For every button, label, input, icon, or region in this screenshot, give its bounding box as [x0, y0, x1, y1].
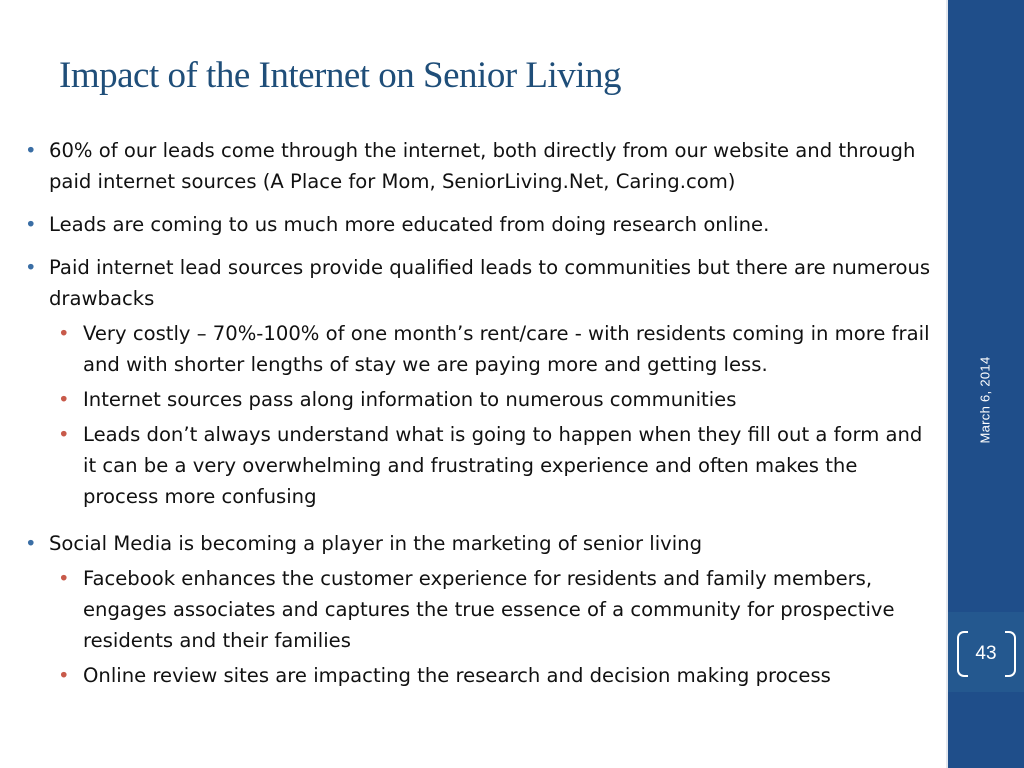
sub-bullet-marker: • — [58, 567, 70, 590]
bullet-text: Paid internet lead sources provide qualified leads to communities but there are numerous drawbacks — [49, 256, 931, 310]
sub-bullet-marker: • — [58, 664, 70, 687]
sub-bullet-text: Internet sources pass along information to numerous communities — [83, 388, 737, 411]
sub-bullet-item — [25, 384, 935, 415]
bullet-list — [25, 135, 935, 695]
sub-bullet-marker: • — [58, 322, 70, 345]
bullet-marker: • — [25, 532, 37, 555]
spacer — [25, 516, 935, 528]
bullet-text: Social Media is becoming a player in the marketing of senior living — [49, 532, 703, 555]
sub-bullet-marker: • — [58, 388, 70, 411]
sub-bullet-marker: • — [58, 423, 70, 446]
sub-bullet-item — [25, 419, 935, 512]
sub-bullet-text: Facebook enhances the customer experience for residents and family members, engages associates and captures the true essence of a community for prospective residents and their families — [83, 567, 895, 652]
sub-bullet-text: Very costly – 70%-100% of one month’s rent/care - with residents coming in more frail and with shorter lengths of stay we are paying more and getting less. — [83, 322, 930, 376]
slide-date: March 6, 2014 — [977, 356, 993, 444]
bullet-marker: • — [25, 256, 37, 279]
sub-bullet-item — [25, 563, 935, 656]
page-number-box — [948, 612, 1024, 692]
sub-bullet-item — [25, 660, 935, 691]
bullet-text: 60% of our leads come through the internet, both directly from our website and through paid internet sources (A Place for Mom, SeniorLiving.Net, Caring.com) — [49, 139, 916, 193]
slide-title: Impact of the Internet on Senior Living — [59, 55, 622, 96]
bullet-item — [25, 209, 935, 240]
page-number: 43 — [975, 643, 997, 664]
sub-bullet-text: Online review sites are impacting the research and decision making process — [83, 664, 831, 687]
sub-bullet-item — [25, 318, 935, 380]
bullet-marker: • — [25, 213, 37, 236]
sub-bullet-text: Leads don’t always understand what is going to happen when they fill out a form and it can be a very overwhelming and frustrating experience and often makes the process more confusing — [83, 423, 923, 508]
bullet-item — [25, 252, 935, 314]
bullet-text: Leads are coming to us much more educated from doing research online. — [49, 213, 770, 236]
bullet-marker: • — [25, 139, 37, 162]
bullet-item — [25, 135, 935, 197]
bullet-item — [25, 528, 935, 559]
